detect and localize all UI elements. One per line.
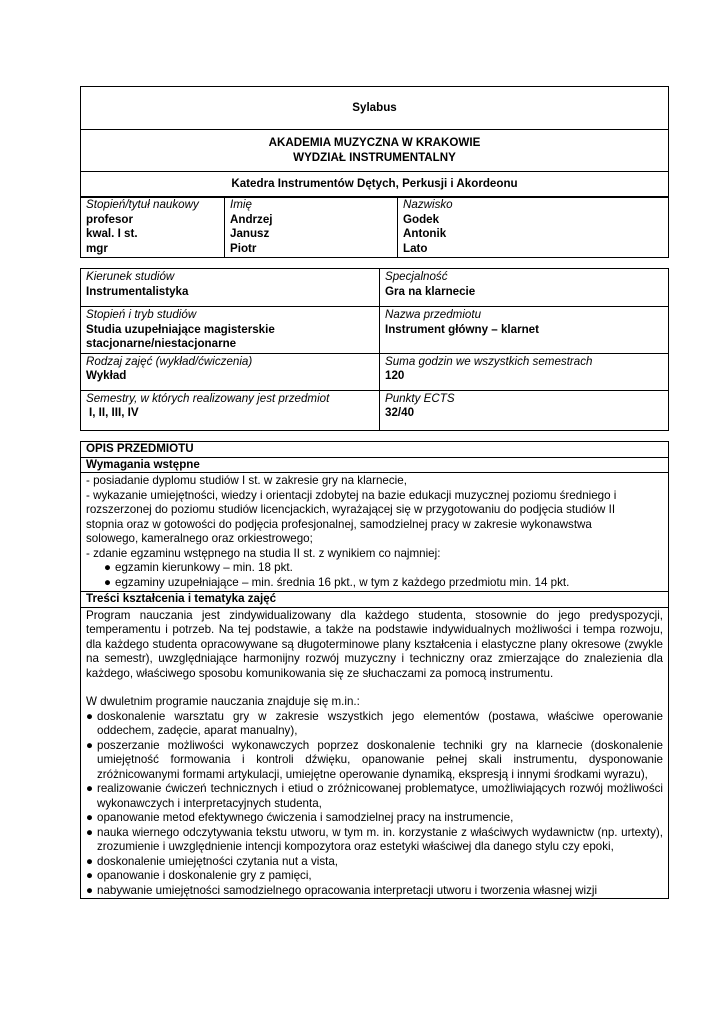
bullet-icon: ●	[86, 811, 94, 824]
level-cell	[81, 307, 380, 354]
list-item	[86, 826, 663, 855]
first-name-column	[225, 197, 398, 258]
description-table	[80, 441, 669, 899]
bullet-icon: ●	[86, 709, 94, 723]
requirement-line: solowego, kameralnego oraz orkiestrowego;	[86, 532, 313, 545]
requirement-line: stopnia oraz w gotowości do podjęcia profesjonalnej, samodzielnej pracy w zakresie wykonawstwa	[86, 517, 592, 531]
semesters-value: I, II, III, IV	[89, 406, 139, 419]
content-item-text: doskonalenie warsztatu gry w zakresie wszystkich jego elementów (postawa, właściwe operowanie oddechem, zadęcie, aparat manualny),	[97, 709, 663, 737]
bullet-icon: ●	[86, 782, 94, 795]
content-item-text: realizowanie ćwiczeń technicznych i etiud o zróżnicowanej problematyce, umożliwiających rozwój możliwości wykonawczych i interpretacyjnych studenta,	[97, 782, 663, 810]
bullet-icon: ●	[86, 854, 94, 868]
staff-table	[80, 196, 669, 258]
subject-value: Instrument główny – klarnet	[385, 322, 539, 336]
list-item	[86, 576, 663, 591]
list-item	[86, 884, 663, 899]
list-item	[86, 561, 663, 576]
ects-value: 32/40	[385, 406, 415, 419]
content-intro: W dwuletnim programie nauczania znajduje się m.in.:	[86, 695, 360, 708]
content-item-text: opanowanie i doskonalenie gry z pamięci,	[97, 869, 312, 882]
semesters-label: Semestry, w których realizowany jest przedmiot	[86, 391, 330, 405]
content-item-text: nauka wiernego odczytywania tekstu utworu, w tym m. in. korzystanie z właściwych wydawnictw (np. urtexty), zrozumienie i uwzględnienie intencji kompozytora oraz estetyki właściwej dla danego stylu czy epoki,	[97, 825, 663, 853]
level-value: stacjonarne/niestacjonarne	[86, 337, 237, 350]
requirements-heading: Wymagania wstępne	[81, 457, 669, 473]
requirements-body	[81, 473, 669, 592]
specialty-value: Gra na klarnecie	[385, 284, 476, 298]
department-name: Katedra Instrumentów Dętych, Perkusji i Akordeonu	[81, 172, 669, 198]
bullet-icon: ●	[104, 561, 112, 574]
class-type-value: Wykład	[86, 369, 127, 382]
bullet-icon: ●	[86, 883, 94, 897]
header-table	[80, 86, 669, 198]
list-item	[86, 855, 663, 870]
content-item-text: poszerzanie możliwości wykonawczych poprzez doskonalenie techniki gry na klarnecie (doskonalenie umiejętność formowania i kontroli dźwięku, opanowanie pełnej skali instrumentu, dysponowanie zróżnicowanymi formami artykulacji, umiejętne operowanie dynamiką, ekspresją i innymi środkami wyrazu),	[97, 738, 663, 781]
requirement-line: - posiadanie dyplomu studiów I st. w zakresie gry na klarnecie,	[86, 474, 407, 487]
bullet-icon: ●	[86, 825, 94, 839]
content-item-text: opanowanie metod efektywnego ćwiczenia i samodzielnej pracy na instrumencie,	[97, 811, 514, 824]
content-list	[86, 710, 663, 899]
bullet-icon: ●	[86, 869, 94, 882]
content-item-text: nabywanie umiejętności samodzielnego opracowania interpretacji utworu i tworzenia własnej wizji	[97, 883, 598, 897]
list-item	[86, 811, 663, 826]
field-cell	[81, 269, 380, 307]
list-item	[86, 869, 663, 884]
content-paragraph: Program nauczania jest zindywidualizowany dla każdego studenta, stosownie do jego predyspozycji, temperamentu i potrzeb. Na tej podstawie, a także na podstawie indywidualnych możliwości i tempa rozwoju, dla każdego studenta opracowywane są długoterminowe plany kształcenia i elastyczne plany okresowe (zwykle na semestr), uwzględniające harmonijny rozwój muzyczny i techniczny oraz zmierzające do znalezienia dla każdego, właściwego sposobu komunikowania się ze słuchaczami za pomocą instrumentu.	[86, 608, 663, 680]
specialty-label: Specjalność	[385, 270, 448, 283]
degree-value: mgr	[86, 241, 108, 255]
list-item	[86, 710, 663, 739]
institution-name: AKADEMIA MUZYCZNA W KRAKOWIE	[268, 136, 481, 149]
last-name-label: Nazwisko	[403, 198, 453, 211]
course-table	[80, 268, 669, 431]
exam-item-text: egzaminy uzupełniające – min. średnia 16 pkt., w tym z każdego przedmiotu min. 14 pkt.	[115, 575, 570, 589]
content-body	[81, 607, 669, 899]
field-label: Kierunek studiów	[86, 270, 175, 283]
exam-item-text: egzamin kierunkowy – min. 18 pkt.	[115, 561, 293, 574]
ects-label: Punkty ECTS	[385, 391, 455, 405]
requirement-line: - zdanie egzaminu wstępnego na studia II st. z wynikiem co najmniej:	[86, 546, 441, 560]
content-item-text: doskonalenie umiejętności czytania nut a vista,	[97, 854, 339, 868]
degree-label: Stopień/tytuł naukowy	[86, 198, 199, 211]
first-name-value: Andrzej	[230, 212, 273, 226]
field-value: Instrumentalistyka	[86, 284, 189, 298]
degree-value: kwal. I st.	[86, 227, 138, 240]
list-item	[86, 739, 663, 783]
list-item	[86, 782, 663, 811]
content-heading: Treści kształcenia i tematyka zajęć	[81, 592, 669, 608]
hours-label: Suma godzin we wszystkich semestrach	[385, 354, 593, 368]
last-name-column	[398, 197, 669, 258]
requirement-line: rozszerzonej do poziomu studiów licencjackich, wyrażającej się w przygotowaniu do podjęcia studiów II	[86, 503, 616, 516]
requirement-line: - wykazanie umiejętności, wiedzy i orientacji zdobytej na bazie edukacji muzycznej poziomu średniego i	[86, 488, 617, 502]
subject-cell	[380, 307, 669, 354]
class-type-cell	[81, 353, 380, 390]
subject-label: Nazwa przedmiotu	[385, 308, 482, 321]
bullet-icon: ●	[104, 575, 112, 589]
first-name-value: Piotr	[230, 241, 257, 255]
specialty-cell	[380, 269, 669, 307]
first-name-label: Imię	[230, 198, 252, 211]
hours-cell	[380, 353, 669, 390]
last-name-value: Antonik	[403, 227, 447, 240]
description-heading: OPIS PRZEDMIOTU	[81, 442, 669, 458]
hours-value: 120	[385, 369, 405, 382]
ects-cell	[380, 390, 669, 430]
faculty-name: WYDZIAŁ INSTRUMENTALNY	[293, 150, 456, 164]
bullet-icon: ●	[86, 738, 94, 752]
class-type-label: Rodzaj zajęć (wykład/ćwiczenia)	[86, 354, 253, 368]
level-label: Stopień i tryb studiów	[86, 308, 197, 321]
exam-list	[86, 561, 663, 590]
degree-value: profesor	[86, 212, 134, 226]
semesters-cell	[81, 390, 380, 430]
level-value: Studia uzupełniające magisterskie	[86, 322, 275, 336]
degree-column	[81, 197, 225, 258]
last-name-value: Godek	[403, 212, 440, 226]
first-name-value: Janusz	[230, 227, 270, 240]
doc-title: Sylabus	[81, 87, 669, 130]
last-name-value: Lato	[403, 241, 428, 255]
institution-cell	[81, 130, 669, 172]
